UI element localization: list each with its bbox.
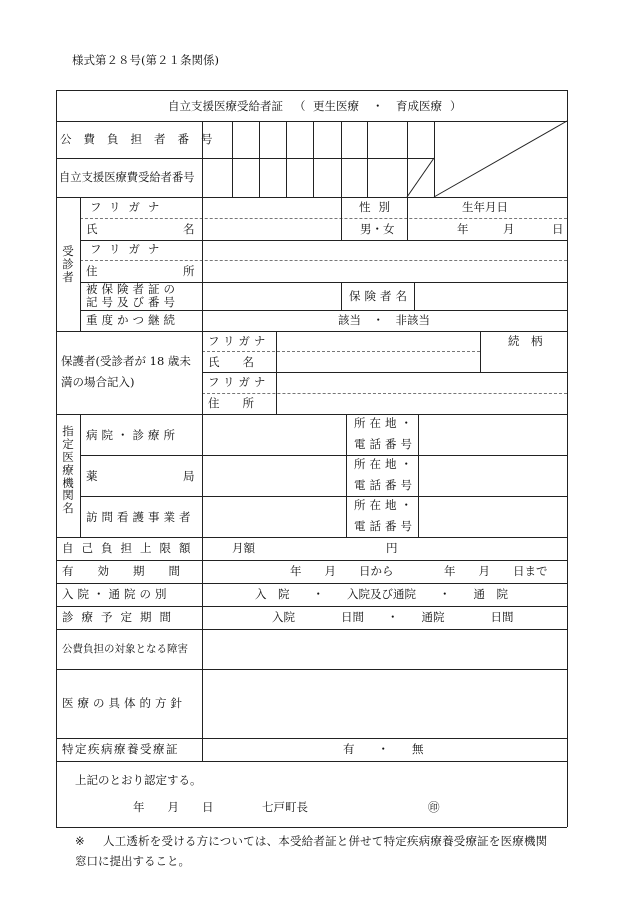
nursing-phone-label: 電話番号 xyxy=(354,519,416,533)
recipient-number-label: 自立支援医療費受給者番号 xyxy=(59,171,195,184)
certification-date: 年 月 日 xyxy=(133,800,214,814)
copay-yen-label: 円 xyxy=(386,541,398,555)
note-mark: ※ xyxy=(75,834,85,848)
treatment-schedule-label: 診療予定期間 xyxy=(62,610,179,624)
hospital-phone-label: 電話番号 xyxy=(354,437,416,451)
dob-month: 月 xyxy=(503,222,515,236)
title-dot: ・ xyxy=(372,99,384,113)
disability-label: 公費負担の対象となる障害 xyxy=(62,643,188,655)
pharmacy-label-b: 局 xyxy=(183,469,195,483)
institutions-section-label: 指定医療機関名 xyxy=(62,424,74,516)
validity-period-label: 有効期間 xyxy=(62,564,204,578)
inpatient-outpatient-value[interactable]: 入 院 ・ 入院及び通院 ・ 通 院 xyxy=(255,587,508,601)
guardian-address-label: 住 所 xyxy=(208,396,254,410)
dob-label: 生年月日 xyxy=(462,200,508,214)
severe-continuous-label: 重度かつ継続 xyxy=(86,313,179,327)
recipient-section-label: 受診者 xyxy=(62,244,74,284)
note-line1: 人工透析を受ける方については、本受給者証と併せて特定疾病療養受療証を医療機関 xyxy=(103,834,548,848)
copay-monthly-label: 月額 xyxy=(232,541,255,555)
name-label-b: 名 xyxy=(183,222,195,236)
pharmacy-location-label: 所在地・ xyxy=(354,457,416,471)
medical-policy-label: 医療の具体的方針 xyxy=(62,696,186,710)
specific-disease-label: 特定疾病療養受療証 xyxy=(62,742,179,756)
validity-to: 年 月 日まで xyxy=(444,564,548,578)
title-type-youth: 育成医療 xyxy=(396,99,442,113)
guardian-relationship-label: 続 柄 xyxy=(508,334,543,348)
address-label-b: 所 xyxy=(183,264,195,278)
insured-card-line1: 被保険者証の xyxy=(86,282,179,296)
insured-card-line2: 記号及び番号 xyxy=(86,295,179,309)
guardian-label-line1: 保護者(受診者が 18 歳未 xyxy=(61,354,191,368)
title-type-rehab: 更生医療 xyxy=(313,99,359,113)
treatment-schedule-value: 入院 日間 ・ 通院 日間 xyxy=(272,610,514,624)
certification-statement: 上記のとおり認定する。 xyxy=(75,773,202,787)
nursing-location-label: 所在地・ xyxy=(354,498,416,512)
mayor-title: 七戸町長 xyxy=(262,800,308,814)
dob-year: 年 xyxy=(457,222,469,236)
public-payer-number-label: 公費負担者番号 xyxy=(60,132,225,146)
title-main: 自立支援医療受給者証 xyxy=(168,99,283,113)
pharmacy-label-a: 薬 xyxy=(86,469,98,483)
specific-disease-value[interactable]: 有 ・ 無 xyxy=(343,742,424,756)
note-line2: 窓口に提出すること。 xyxy=(75,854,190,868)
home-nursing-label: 訪問看護事業者 xyxy=(86,510,195,524)
furigana2-label: フリガナ xyxy=(90,242,168,256)
title-paren-close: ） xyxy=(450,99,462,113)
seal-icon: ㊞ xyxy=(428,800,440,814)
hospital-location-label: 所在地・ xyxy=(354,416,416,430)
dob-day: 日 xyxy=(552,222,564,236)
name-label-a: 氏 xyxy=(86,222,98,236)
address-label-a: 住 xyxy=(86,264,98,278)
form-number: 様式第２８号(第２１条関係) xyxy=(72,53,219,67)
inpatient-outpatient-label: 入院・通院の別 xyxy=(62,587,171,601)
guardian-name-label: 氏 名 xyxy=(208,355,254,369)
sex-value[interactable]: 男・女 xyxy=(360,222,395,236)
copay-limit-label: 自己負担上限額 xyxy=(62,541,199,555)
hospital-clinic-label: 病院・診療所 xyxy=(86,428,179,442)
guardian-label-line2: 満の場合記入) xyxy=(61,375,135,389)
severe-continuous-value[interactable]: 該当 ・ 非該当 xyxy=(338,313,430,327)
guardian-furigana2-label: フリガナ xyxy=(208,375,270,389)
sex-label: 性別 xyxy=(359,200,398,214)
validity-from: 年 月 日から xyxy=(290,564,394,578)
guardian-furigana-label: フリガナ xyxy=(208,334,270,348)
furigana-label: フリガナ xyxy=(90,200,168,214)
insurer-name-label: 保険者名 xyxy=(349,289,411,303)
title-paren-open: （ xyxy=(294,99,306,113)
pharmacy-phone-label: 電話番号 xyxy=(354,478,416,492)
